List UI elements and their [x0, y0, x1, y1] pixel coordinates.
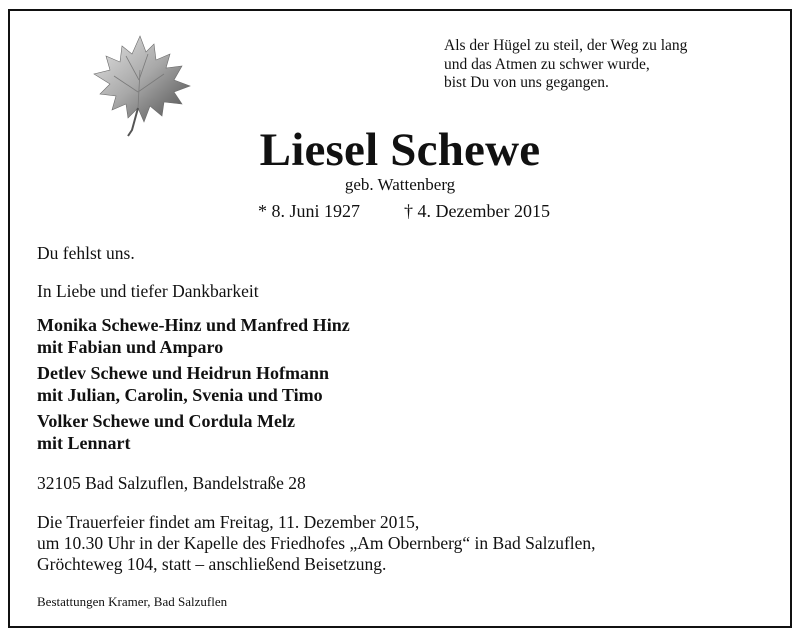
- ceremony-line: Die Trauerfeier findet am Freitag, 11. Dezember 2015,: [37, 512, 420, 532]
- poem-line: bist Du von uns gegangen.: [444, 74, 609, 91]
- family-group: [37, 362, 329, 406]
- poem: [444, 37, 687, 93]
- family-group: [37, 410, 295, 454]
- family-members: Detlev Schewe und Heidrun Hofmann: [37, 363, 330, 383]
- deceased-name: Liesel Schewe: [259, 124, 541, 176]
- message: Du fehlst uns.: [37, 243, 135, 263]
- birth-date: * 8. Juni 1927: [258, 201, 361, 221]
- birth-name: geb. Wattenberg: [344, 175, 456, 194]
- ceremony-info: [37, 512, 596, 575]
- family-children: mit Julian, Carolin, Svenia und Timo: [37, 385, 323, 405]
- family-children: mit Fabian und Amparo: [37, 337, 224, 357]
- life-dates: [258, 201, 550, 222]
- family-members: Monika Schewe-Hinz und Manfred Hinz: [37, 315, 350, 335]
- family-group: [37, 314, 350, 358]
- poem-line: Als der Hügel zu steil, der Weg zu lang: [444, 37, 688, 54]
- ceremony-line: um 10.30 Uhr in der Kapelle des Friedhofes „Am Obernberg“ in Bad Salzuflen,: [37, 533, 596, 553]
- ceremony-line: Gröchteweg 104, statt – anschließend Beisetzung.: [37, 554, 387, 574]
- undertaker: Bestattungen Kramer, Bad Salzuflen: [37, 594, 228, 609]
- family-children: mit Lennart: [37, 433, 131, 453]
- poem-line: und das Atmen zu schwer wurde,: [444, 55, 650, 73]
- address: 32105 Bad Salzuflen, Bandelstraße 28: [37, 473, 306, 493]
- family-members: Volker Schewe und Cordula Melz: [37, 411, 296, 431]
- gratitude-line: In Liebe und tiefer Dankbarkeit: [37, 281, 259, 301]
- death-date: † 4. Dezember 2015: [404, 201, 550, 221]
